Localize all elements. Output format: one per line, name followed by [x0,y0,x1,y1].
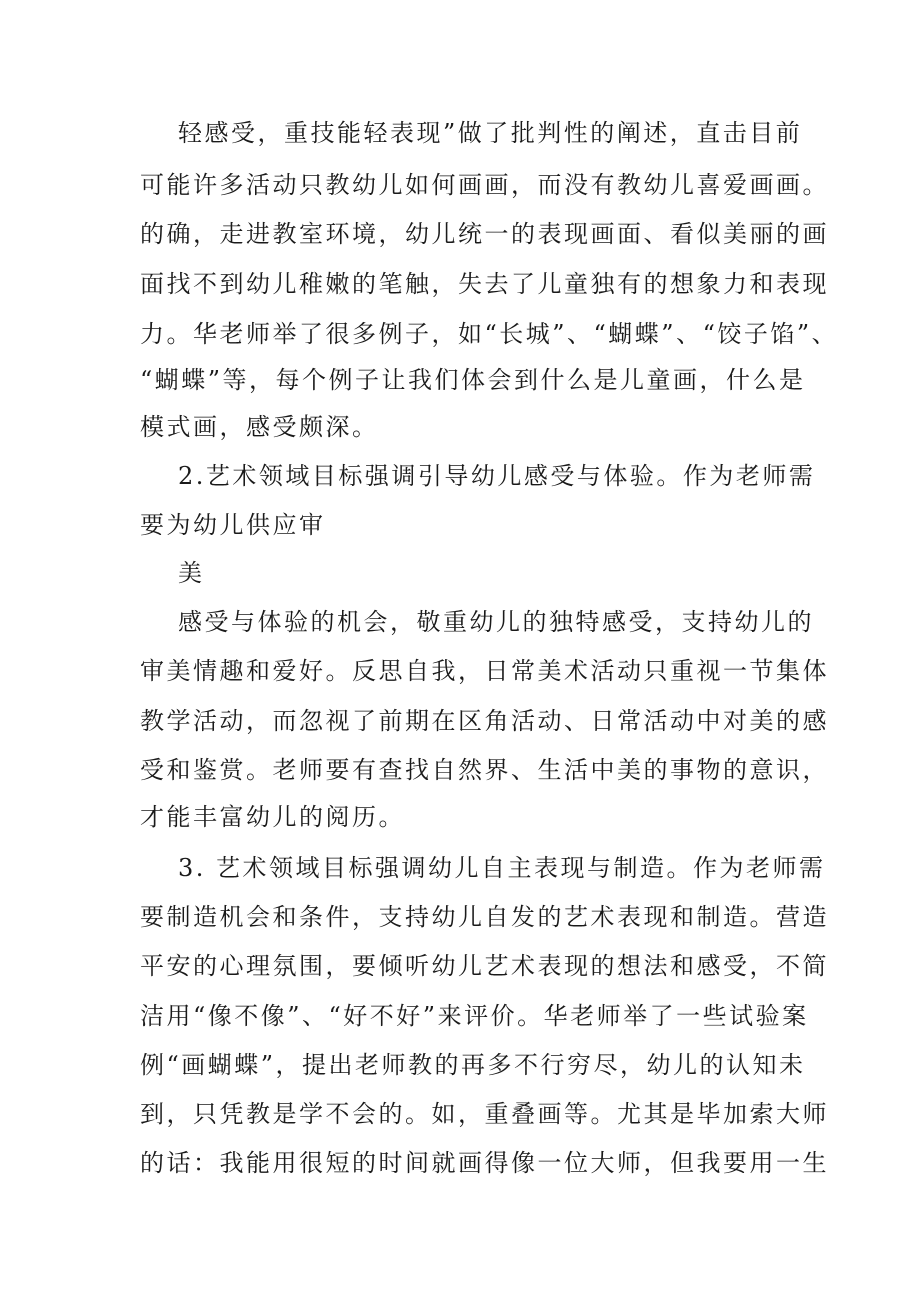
text-line: 例“画蝴蝶”，提出老师教的再多不行穷尽，幼儿的认知未 [140,1051,806,1079]
text-line: 面找不到幼儿稚嫩的笔触，失去了儿童独有的想象力和表现 [140,270,829,298]
text-line: 平安的心理氛围，要倾听幼儿艺术表现的想法和感受，不简 [140,952,829,980]
text-line: 教学活动，而忽视了前期在区角活动、日常活动中对美的感 [140,707,829,735]
text-line: 3. 艺术领域目标强调幼儿自主表现与制造。作为老师需 [178,854,826,882]
text-line: 的话：我能用很短的时间就画得像一位大师，但我要用一生 [140,1149,829,1177]
text-line: 审美情趣和爱好。反思自我，日常美术活动只重视一节集体 [140,657,829,685]
text-line: 2.艺术领域目标强调引导幼儿感受与体验。作为老师需 [178,462,816,490]
text-line: 洁用“像不像”、“好不好”来评价。华老师举了一些试验案 [140,1002,809,1030]
text-line: 到，只凭教是学不会的。如，重叠画等。尤其是毕加索大师 [140,1100,829,1128]
text-line: 的确，走进教室环境，幼儿统一的表现画面、看似美丽的画 [140,220,829,248]
text-line: 力。华老师举了很多例子，如“长城”、“蝴蝶”、“饺子馅”、 [140,320,839,348]
text-line: 感受与体验的机会，敬重幼儿的独特感受，支持幼儿的 [178,608,814,636]
text-line: 美 [178,559,205,587]
text-line: 要为幼儿供应审 [140,511,326,539]
text-line: 轻感受，重技能轻表现”做了批判性的阐述，直击目前 [178,119,803,147]
text-line: “蝴蝶”等，每个例子让我们体会到什么是儿童画，什么是 [140,366,806,394]
text-line: 才能丰富幼儿的阅历。 [140,803,405,831]
text-line: 模式画，感受颇深。 [140,413,379,441]
text-line: 受和鉴赏。老师要有查找自然界、生活中美的事物的意识， [140,756,829,784]
text-line: 要制造机会和条件，支持幼儿自发的艺术表现和制造。营造 [140,903,829,931]
text-line: 可能许多活动只教幼儿如何画画，而没有教幼儿喜爱画画。 [140,171,829,199]
